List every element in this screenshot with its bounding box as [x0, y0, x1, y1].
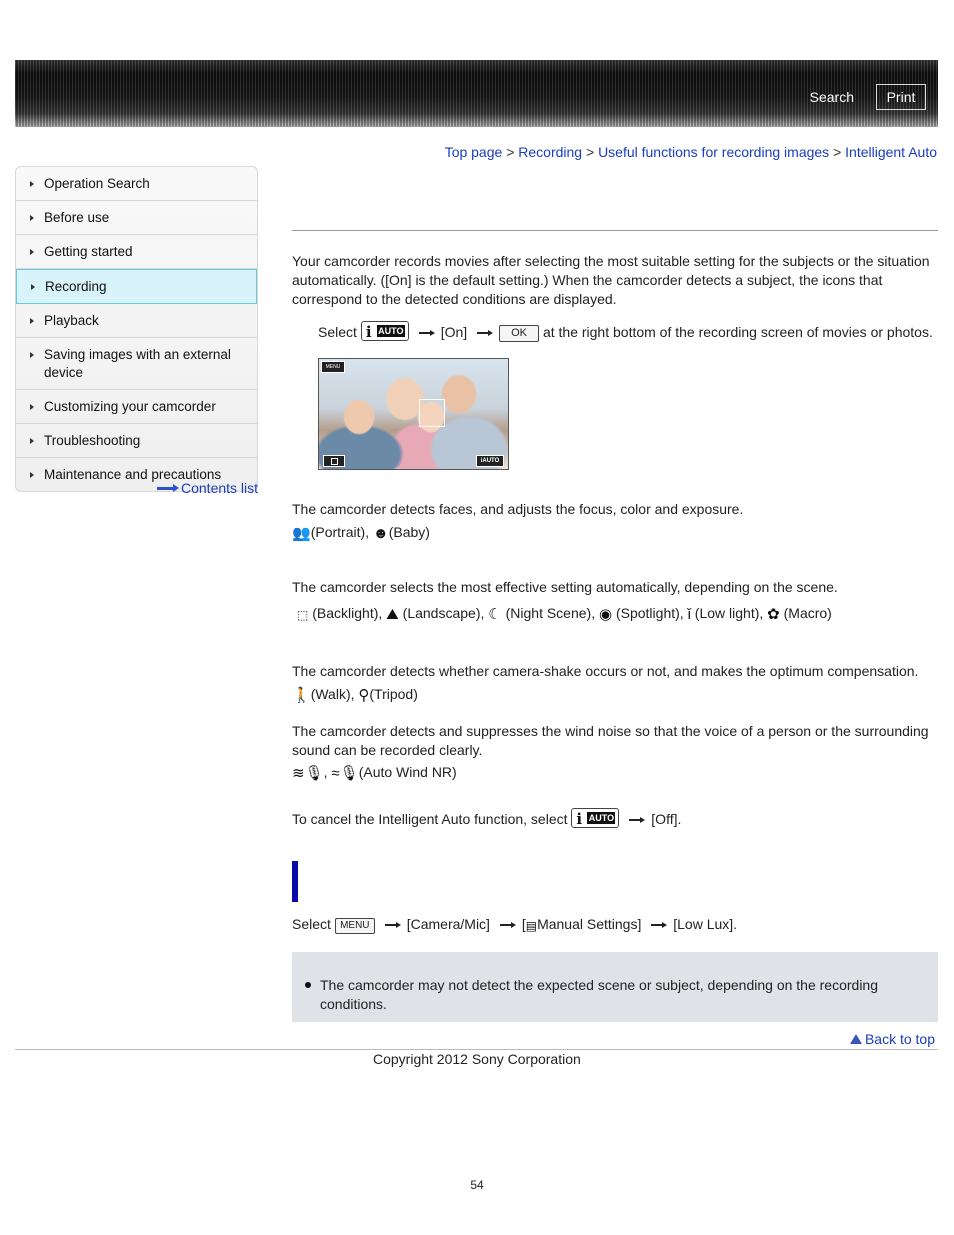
sidebar-item-customizing[interactable] — [16, 390, 257, 424]
walk-icon: 🚶 — [292, 687, 311, 704]
breadcrumb-top-page[interactable]: Top page — [444, 144, 503, 160]
footer-divider — [15, 1049, 938, 1050]
iauto-button-icon: i AUTO — [571, 808, 619, 828]
cancel-text — [292, 808, 938, 829]
note-text: The camcorder may not detect the expected scene or subject, depending on the recording conditions. — [320, 977, 879, 1012]
tripod-icon: ⚲ — [358, 687, 370, 704]
landscape-label: (Landscape), — [402, 605, 485, 621]
landscape-icon: ⛰ — [386, 606, 399, 623]
select-label: Select — [318, 324, 357, 340]
faces-text: The camcorder detects faces, and adjusts the focus, color and exposure. — [292, 501, 744, 517]
triangle-right-icon — [30, 215, 34, 221]
low-lux-option: [Low Lux]. — [673, 916, 738, 932]
menu-button-icon: MENU — [335, 918, 375, 934]
select-step — [318, 321, 943, 342]
night-scene-label: (Night Scene), — [505, 605, 596, 621]
arrow-icon — [477, 330, 493, 336]
macro-icon: ✿ — [767, 606, 780, 623]
manual-settings-option: Manual Settings] — [537, 916, 642, 932]
sidebar-item-label: Before use — [44, 210, 110, 225]
walk-label: (Walk), — [310, 686, 355, 702]
sidebar-item-label: Customizing your camcorder — [44, 399, 216, 414]
spotlight-label: (Spotlight), — [615, 605, 684, 621]
sidebar-item-operation-search[interactable] — [16, 167, 257, 201]
wind-nr-label: (Auto Wind NR) — [358, 764, 457, 780]
sidebar-item-label: Getting started — [44, 244, 133, 259]
macro-label: (Macro) — [783, 605, 832, 621]
ok-button-icon: OK — [499, 325, 539, 342]
arrow-right-icon — [157, 484, 179, 492]
iauto-icon: iAUTO — [476, 455, 504, 467]
low-light-icon: ǐ — [687, 606, 691, 623]
back-to-top-link[interactable] — [850, 1031, 935, 1047]
sidebar-item-recording[interactable] — [16, 269, 257, 304]
breadcrumb — [445, 144, 937, 160]
arrow-icon — [385, 922, 401, 928]
triangle-right-icon — [30, 249, 34, 255]
section-marker — [292, 861, 298, 902]
sidebar-item-label: Playback — [44, 313, 99, 328]
sidebar-item-before-use[interactable] — [16, 201, 257, 235]
header-bar — [15, 60, 938, 127]
cancel-label: To cancel the Intelligent Auto function, select — [292, 811, 568, 827]
contents-list-link[interactable] — [157, 480, 258, 496]
recording-screen-image — [318, 358, 509, 470]
baby-icon: ☻ — [372, 525, 389, 542]
faces-icons — [292, 523, 938, 543]
sidebar-item-label: Troubleshooting — [44, 433, 141, 448]
playback-icon — [323, 455, 345, 467]
breadcrumb-useful-functions[interactable]: Useful functions for recording images — [598, 144, 830, 160]
breadcrumb-separator: > — [585, 144, 595, 160]
sidebar-item-label: Maintenance and precautions — [44, 467, 222, 482]
arrow-icon — [419, 330, 435, 336]
wind-icons — [292, 763, 938, 783]
sidebar-nav — [15, 166, 258, 492]
triangle-right-icon — [30, 472, 34, 478]
title-divider — [292, 230, 938, 231]
triangle-right-icon — [30, 438, 34, 444]
select-step-tail: at the right bottom of the recording screen of movies or photos. — [542, 324, 933, 340]
shake-text: The camcorder detects whether camera-shake occurs or not, and makes the optimum compensation. — [292, 663, 919, 679]
triangle-right-icon — [30, 181, 34, 187]
breadcrumb-separator: > — [833, 144, 842, 160]
print-button[interactable]: Print — [876, 84, 926, 110]
lowlux-step — [292, 915, 938, 936]
breadcrumb-intelligent-auto[interactable]: Intelligent Auto — [845, 144, 937, 160]
backlight-label: (Backlight), — [312, 605, 383, 621]
sidebar-item-troubleshooting[interactable] — [16, 424, 257, 458]
off-option: [Off]. — [651, 811, 682, 827]
arrow-icon — [629, 817, 645, 823]
triangle-right-icon — [31, 284, 35, 290]
sidebar-item-playback[interactable] — [16, 304, 257, 338]
bracket-open: [ — [521, 916, 526, 932]
triangle-right-icon — [30, 352, 34, 358]
sidebar-item-label: Operation Search — [44, 176, 150, 191]
sidebar-item-label: Recording — [45, 279, 107, 294]
arrow-icon — [500, 922, 516, 928]
page-number: 54 — [470, 1178, 484, 1192]
menu-icon: MENU — [321, 361, 345, 373]
contents-list-label: Contents list — [181, 480, 259, 496]
camera-mic-option: [Camera/Mic] — [406, 916, 490, 932]
triangle-right-icon — [30, 318, 34, 324]
search-link[interactable]: Search — [809, 89, 854, 105]
sidebar-item-label: Saving images with an external device — [44, 347, 231, 380]
manual-settings-icon: ▤ — [525, 919, 538, 933]
on-option: [On] — [440, 324, 468, 340]
wind-comma: , — [323, 764, 328, 780]
sidebar-item-saving-images[interactable] — [16, 338, 257, 390]
wind-nr-icon: ≋🎙 — [292, 765, 324, 782]
back-to-top-label: Back to top — [864, 1031, 935, 1047]
breadcrumb-recording[interactable]: Recording — [518, 144, 583, 160]
arrow-icon — [651, 922, 667, 928]
intro-text: Your camcorder records movies after selecting the most suitable setting for the subjects or the situation automatically. ([On] is the default setting.) When the camcorder detects a subject, the icons that correspond to the detected conditions are displayed. — [292, 253, 930, 307]
wind-nr-icon: ≈🎙 — [331, 765, 359, 782]
night-scene-icon: ☾ — [488, 606, 502, 623]
wind-text: The camcorder detects and suppresses the wind noise so that the voice of a person or the surrounding sound can be recorded clearly. — [292, 723, 929, 758]
portrait-label: (Portrait), — [310, 524, 370, 540]
select-label: Select — [292, 916, 331, 932]
iauto-button-icon: i AUTO — [361, 321, 409, 341]
note-box — [292, 952, 938, 1022]
sidebar-item-getting-started[interactable] — [16, 235, 257, 269]
low-light-label: (Low light), — [694, 605, 764, 621]
triangle-right-icon — [30, 404, 34, 410]
scene-text: The camcorder selects the most effective setting automatically, depending on the scene. — [292, 579, 838, 595]
backlight-icon: ⬚ — [297, 608, 309, 622]
portrait-icon: 👥 — [292, 525, 311, 542]
face-detection-frame — [419, 399, 445, 427]
bullet-icon — [305, 982, 311, 988]
baby-label: (Baby) — [388, 524, 430, 540]
copyright: Copyright 2012 Sony Corporation — [373, 1051, 581, 1067]
spotlight-icon: ◉ — [598, 606, 613, 623]
tripod-label: (Tripod) — [369, 686, 418, 702]
breadcrumb-separator: > — [506, 144, 515, 160]
shake-icons — [292, 685, 938, 705]
scene-icons — [292, 604, 938, 625]
triangle-up-icon — [850, 1034, 862, 1044]
